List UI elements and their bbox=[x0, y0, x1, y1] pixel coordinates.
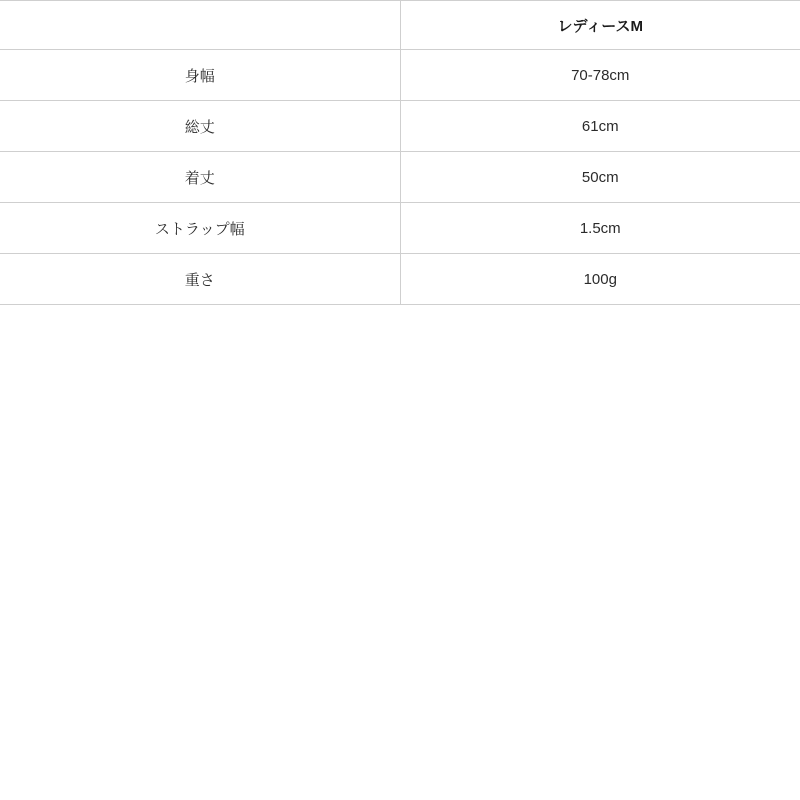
row-label-total-length: 総丈 bbox=[0, 101, 400, 152]
content-spacer bbox=[0, 305, 800, 306]
table-body bbox=[0, 50, 800, 305]
row-value-wear-length: 50cm bbox=[400, 152, 800, 203]
header-cell-size: レディースM bbox=[400, 1, 800, 50]
table-row bbox=[0, 152, 800, 203]
row-label-weight: 重さ bbox=[0, 254, 400, 305]
row-label-strap-width: ストラップ幅 bbox=[0, 203, 400, 254]
row-label-wear-length: 着丈 bbox=[0, 152, 400, 203]
size-specification-table bbox=[0, 0, 800, 305]
row-value-strap-width: 1.5cm bbox=[400, 203, 800, 254]
header-cell-empty bbox=[0, 1, 400, 50]
table-row bbox=[0, 101, 800, 152]
row-value-body-width: 70-78cm bbox=[400, 50, 800, 101]
table-row bbox=[0, 50, 800, 101]
table-header-row bbox=[0, 1, 800, 50]
table-header bbox=[0, 1, 800, 50]
row-value-weight: 100g bbox=[400, 254, 800, 305]
row-value-total-length: 61cm bbox=[400, 101, 800, 152]
row-label-body-width: 身幅 bbox=[0, 50, 400, 101]
table-row bbox=[0, 254, 800, 305]
table-row bbox=[0, 203, 800, 254]
